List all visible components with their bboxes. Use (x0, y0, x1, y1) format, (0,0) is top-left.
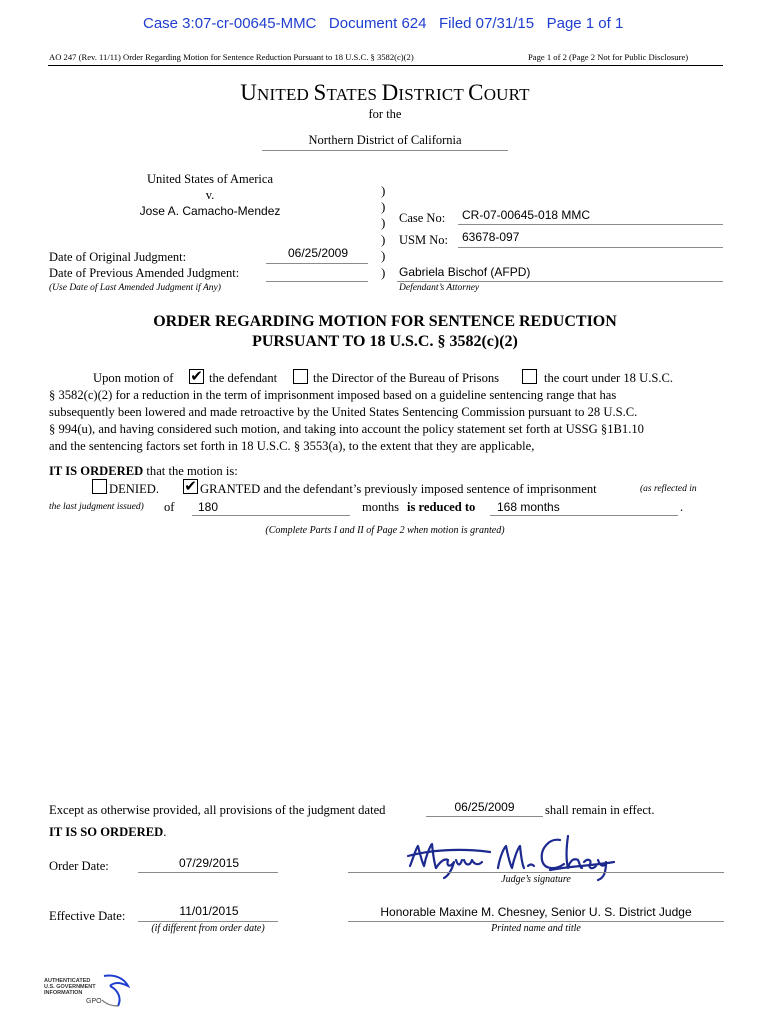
checkbox-director[interactable] (293, 369, 308, 384)
reflected-note: (as reflected in (640, 484, 697, 494)
prev-amended-line (266, 281, 368, 282)
it-is-ordered-bold: IT IS ORDERED (49, 464, 144, 478)
it-is-ordered-rest: that the motion is: (143, 464, 238, 478)
court-letter-c: C (468, 80, 484, 105)
court-letter-s: S (313, 80, 327, 105)
usm-no-value: 63678-097 (462, 230, 520, 244)
gpo-line-4: GPO (86, 998, 102, 1005)
checkbox-denied[interactable] (92, 479, 107, 494)
court-letter-d: D (381, 80, 399, 105)
plaintiff-name: United States of America (146, 172, 273, 186)
header-rule (48, 65, 723, 66)
order-date-value: 07/29/2015 (178, 856, 240, 870)
judge-printed-name: Honorable Maxine M. Chesney, Senior U. S. District Judge (380, 905, 692, 919)
printed-name-line (348, 921, 724, 922)
it-is-so-ordered (49, 824, 166, 841)
court-name (0, 80, 770, 106)
months-text: months (362, 500, 400, 514)
granted-label: GRANTED and the defendant’s previously imposed sentence of imprisonment (200, 482, 597, 496)
attorney-label: Defendant’s Attorney (399, 283, 480, 293)
new-months-value: 168 months (497, 500, 560, 514)
previous-months-value: 180 (198, 500, 219, 514)
effective-date-label: Effective Date: (49, 909, 126, 923)
usm-no-label: USM No: (399, 233, 448, 247)
usm-no-line (458, 247, 723, 248)
of-text: of (164, 500, 175, 514)
paren: ) (381, 232, 386, 247)
reduced-to-text: is reduced to (407, 500, 476, 514)
signature-line (348, 872, 724, 873)
judge-signature-label: Judge’s signature (501, 874, 571, 885)
court-word-3: ISTRICT (398, 85, 469, 104)
so-ordered-bold: IT IS SO ORDERED (49, 825, 164, 839)
except-text: Except as otherwise provided, all provisions of the judgment dated (49, 803, 386, 817)
option-court: the court under 18 U.S.C. (544, 371, 674, 385)
prev-amended-label: Date of Previous Amended Judgment: (49, 266, 240, 280)
paren: ) (381, 183, 386, 198)
reduced-period: . (680, 500, 684, 514)
so-ordered-period: . (163, 825, 167, 839)
district-underline (262, 150, 508, 151)
court-word-2: TATES (326, 85, 382, 104)
new-months-line (490, 515, 678, 516)
judgment-date-value: 06/25/2009 (454, 800, 515, 814)
orig-judgment-label: Date of Original Judgment: (49, 250, 187, 264)
versus: v. (205, 188, 215, 202)
case-no-line (458, 224, 723, 225)
paren: ) (381, 248, 386, 263)
stamp-case: Case 3:07-cr-00645-MMC (143, 15, 317, 32)
court-word-4: OURT (483, 85, 530, 104)
district-name: Northern District of California (308, 133, 462, 147)
court-letter-u: U (240, 80, 258, 105)
printed-name-label: Printed name and title (491, 923, 581, 934)
gpo-line-1: AUTHENTICATED (44, 978, 91, 984)
order-paragraph-line-2: subsequently been lowered and made retroactive by the United States Sentencing Commission pursuant to 28 U.S.C. (49, 405, 638, 419)
prev-amended-note: (Use Date of Last Amended Judgment if Any) (49, 283, 221, 293)
effective-date-value: 11/01/2015 (179, 904, 239, 918)
remain-text: shall remain in effect. (545, 803, 655, 817)
order-date-label: Order Date: (49, 859, 109, 873)
orig-judgment-date: 06/25/2009 (287, 246, 349, 260)
complete-parts-note: (Complete Parts I and II of Page 2 when motion is granted) (265, 525, 505, 536)
order-paragraph-line-4: and the sentencing factors set forth in 18 U.S.C. § 3553(a), to the extent that they are applicable, (49, 439, 535, 453)
effective-date-line (138, 921, 278, 922)
judgment-date-line (426, 816, 543, 817)
order-title-2: PURSUANT TO 18 U.S.C. § 3582(c)(2) (252, 333, 518, 350)
denied-label: DENIED. (109, 482, 160, 496)
gpo-line-2: U.S. GOVERNMENT (44, 984, 96, 990)
gpo-authentication-logo (44, 972, 134, 1012)
defendant-name: Jose A. Camacho-Mendez (139, 204, 281, 218)
effective-date-note: (if different from order date) (151, 923, 265, 934)
checkbox-court[interactable] (522, 369, 537, 384)
option-defendant: the defendant (209, 371, 278, 385)
order-paragraph-line-1: § 3582(c)(2) for a reduction in the term of imprisonment imposed based on a guideline sentencing range that has (49, 388, 617, 402)
order-paragraph-line-3: § 994(u), and having considered such motion, and taking into account the policy statement set forth at USSG §1B1.10 (49, 422, 644, 436)
paren: ) (381, 265, 386, 280)
option-director: the Director of the Bureau of Prisons (313, 371, 500, 385)
last-judgment-note: the last judgment issued) (49, 502, 144, 512)
upon-motion-text: Upon motion of (93, 371, 174, 385)
gpo-eagle-icon (84, 972, 134, 1012)
previous-months-line (192, 515, 350, 516)
paren: ) (381, 199, 386, 214)
stamp-page: Page 1 of 1 (546, 15, 624, 32)
stamp-filed: Filed 07/31/15 (439, 15, 535, 32)
ecf-stamp (143, 15, 623, 32)
form-header-left: AO 247 (Rev. 11/11) Order Regarding Motion for Sentence Reduction Pursuant to 18 U.S.C. § 3582(c)(2) (49, 52, 414, 62)
court-word-1: NITED (257, 85, 314, 104)
order-title-1: ORDER REGARDING MOTION FOR SENTENCE REDUCTION (153, 313, 617, 330)
order-date-line (138, 872, 278, 873)
it-is-ordered (49, 463, 238, 480)
checkbox-defendant[interactable]: ✔ (190, 367, 203, 385)
defense-attorney: Gabriela Bischof (AFPD) (399, 265, 531, 279)
attorney-line (397, 281, 723, 282)
case-no-value: CR-07-00645-018 MMC (462, 208, 591, 222)
paren: ) (381, 215, 386, 230)
form-header-right: Page 1 of 2 (Page 2 Not for Public Disclosure) (528, 52, 689, 62)
case-no-label: Case No: (399, 211, 446, 225)
for-the: for the (368, 107, 402, 121)
gpo-line-3: INFORMATION (44, 990, 83, 996)
orig-judgment-line (266, 263, 368, 264)
stamp-document: Document 624 (328, 15, 427, 32)
checkbox-granted[interactable]: ✔ (184, 477, 197, 495)
